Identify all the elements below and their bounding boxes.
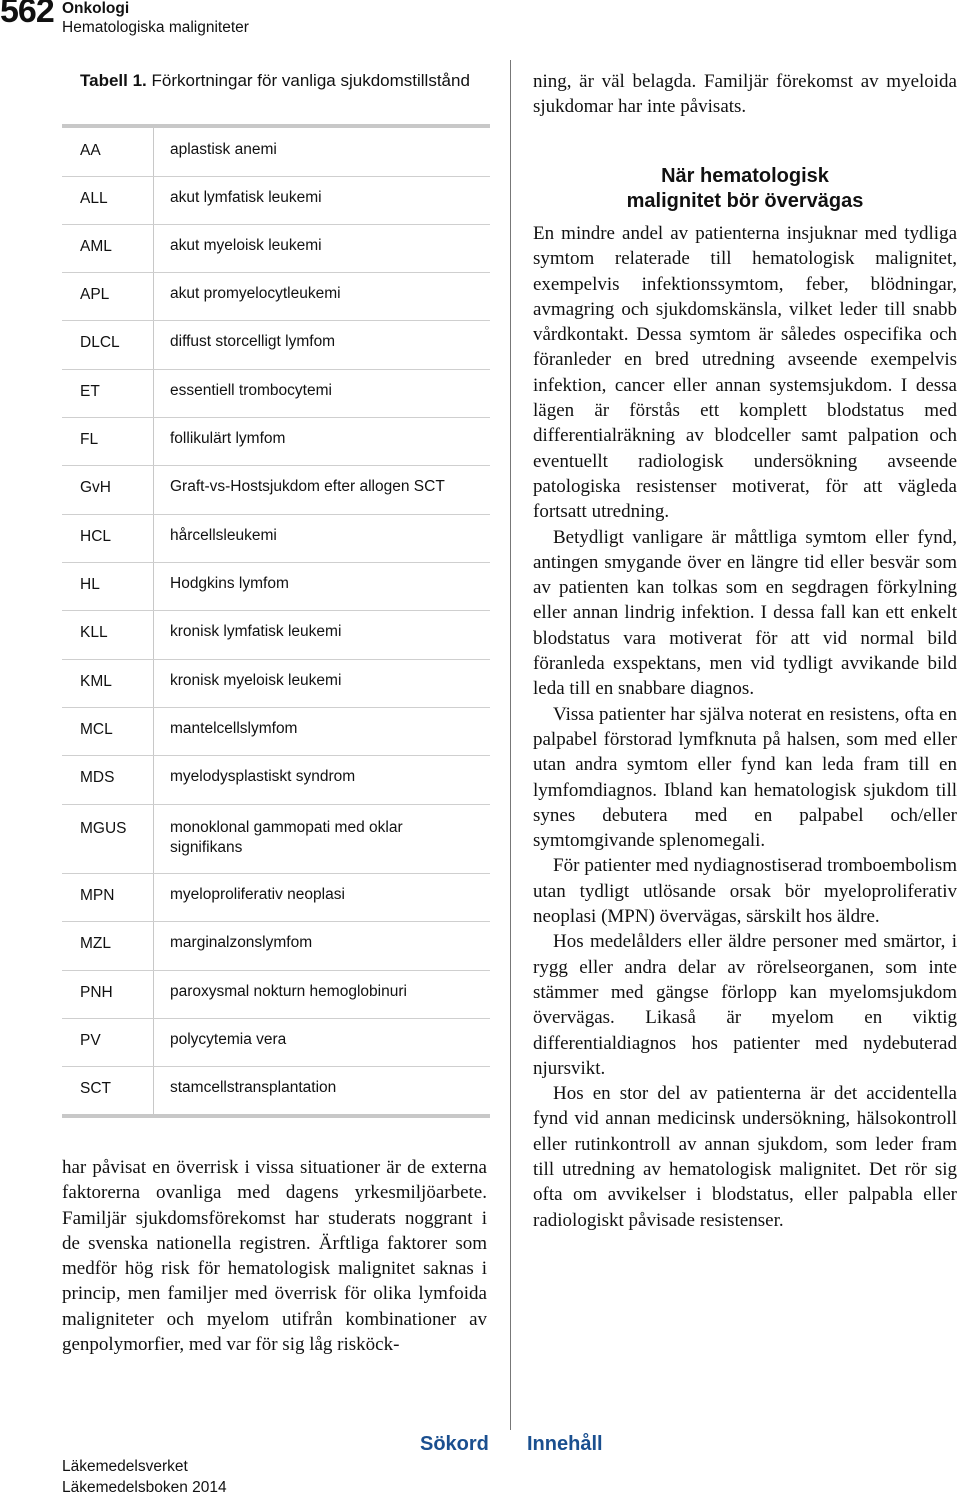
table-description: paroxysmal nokturn hemoglobinuri [170, 983, 407, 1000]
table-row-separator [62, 610, 490, 611]
continuation-paragraph: ning, är väl belagda. Familjär förekomst av myeloida sjukdomar har inte påvisats. [533, 71, 957, 118]
table-row-separator [62, 873, 490, 874]
section-heading [533, 164, 957, 214]
table-description: marginalzonslymfom [170, 934, 313, 951]
subsection-title: Hematologiska maligniteter [62, 19, 249, 36]
table-row-separator [62, 514, 490, 515]
table-abbreviation: GvH [80, 479, 111, 496]
table-top-rule [62, 124, 490, 128]
table-row-separator [62, 465, 490, 466]
table-abbreviation: HL [80, 576, 100, 593]
table-column-divider [153, 126, 154, 1116]
table-description: kronisk lymfatisk leukemi [170, 623, 342, 640]
paragraph-3: Vissa patienter har själva noterat en resistens, ofta en palpabel förstorad lymfknuta på halsen, som med eller utan andra symtom eller fynd kan leda fram till en lymfomdiagnos. Ibland kan hematologisk sjukdom till synes debutera med en palpabel och/eller symtomgivande splenomegali. [533, 703, 957, 852]
table-description: kronisk myeloisk leukemi [170, 672, 342, 689]
table-abbreviation: MDS [80, 769, 115, 786]
table-row-separator [62, 970, 490, 971]
contents-link[interactable]: Innehåll [527, 1433, 603, 1455]
table-description: akut myeloisk leukemi [170, 237, 322, 254]
table-abbreviation: AML [80, 238, 112, 255]
table-row-separator [62, 804, 490, 805]
table-row-separator [62, 921, 490, 922]
book-title: Läkemedelsboken 2014 [62, 1479, 227, 1496]
heading-line-1: När hematologisk [661, 165, 829, 187]
column-divider [510, 60, 511, 1430]
heading-line-2: malignitet bör övervägas [626, 190, 864, 212]
table-description: akut promyelocytleukemi [170, 285, 341, 302]
right-column-text [533, 221, 957, 1233]
paragraph-4: För patienter med nydiagnostiserad tromboembolism utan tydligt utlösande orsak bör myeloproliferativ neoplasi (MPN) övervägas, särskilt hos äldre. [533, 855, 957, 928]
page-number: 562 [0, 0, 54, 30]
table-caption [80, 70, 480, 92]
table-row-separator [62, 369, 490, 370]
left-paragraph: har påvisat en överrisk i vissa situationer är de externa faktorerna ovanliga med dagens yrkesmiljöarbete. Familjär sjukdomsförekomst har studerats noggrant i de svenska nationella registren. Ärftliga faktorer som medför hög risk för hematologisk malignitet saknas i princip, men familjer med överrisk för olika lymfoida maligniteter och myelom utifrån kombinationer av genpolymorfier, med var för sig låg risköck- [62, 1157, 487, 1356]
paragraph-6: Hos en stor del av patienterna är det accidentella fynd vid annan medicinsk undersökning, hälsokontroll eller rutinkontroll av annan sjukdom, som leder fram till utredning av hematologisk malignitet. Det rör sig ofta om avvikelser i blodstatus, eller palpabla eller radiologiskt påvisade resistenser. [533, 1083, 957, 1231]
table-description: Graft-vs-Hostsjukdom efter allogen SCT [170, 478, 445, 495]
table-bottom-rule [62, 1114, 490, 1118]
section-title: Onkologi [62, 0, 130, 17]
table-row-separator [62, 755, 490, 756]
table-abbreviation: AA [80, 142, 101, 159]
table-description: follikulärt lymfom [170, 430, 286, 447]
table-abbreviation: FL [80, 431, 99, 448]
table-row-separator [62, 659, 490, 660]
table-abbreviation: ET [80, 383, 100, 400]
table-abbreviation: HCL [80, 528, 112, 545]
table-description: diffust storcelligt lymfom [170, 333, 336, 350]
table-abbreviation: KLL [80, 624, 108, 641]
table-description: mantelcellslymfom [170, 720, 298, 737]
table-row-separator [62, 272, 490, 273]
table-abbreviation: DLCL [80, 334, 120, 351]
table-description: myeloproliferativ neoplasi [170, 886, 345, 903]
table-description: myelodysplastiskt syndrom [170, 768, 356, 785]
table-description: hårcellsleukemi [170, 527, 277, 544]
table-abbreviation: PNH [80, 984, 113, 1001]
table-abbreviation: PV [80, 1032, 101, 1049]
left-column-text [62, 1155, 487, 1357]
paragraph-5: Hos medelålders eller äldre personer med smärtor, i rygg eller andra delar av rörelseorganen, som inte stämmer med gängse förlopp kan myelomsjukdom övervägas. Likaså är myelom en viktig differentialdiagnos hos patienter med nydebuterad njursvikt. [533, 931, 957, 1079]
table-description: akut lymfatisk leukemi [170, 189, 322, 206]
table-description: stamcellstransplantation [170, 1079, 337, 1096]
table-description: monoklonal gammopati med oklar signifikans [170, 819, 403, 856]
table-row-separator [62, 224, 490, 225]
table-row-separator [62, 320, 490, 321]
table-row-separator [62, 417, 490, 418]
table-row-separator [62, 562, 490, 563]
table-row-separator [62, 707, 490, 708]
table-caption-label: Tabell 1. [80, 71, 147, 90]
table-description: polycytemia vera [170, 1031, 287, 1048]
table-description: essentiell trombocytemi [170, 382, 332, 399]
table-abbreviation: MZL [80, 935, 111, 952]
table-row-separator [62, 1066, 490, 1067]
table-abbreviation: KML [80, 673, 112, 690]
table-description: Hodgkins lymfom [170, 575, 289, 592]
search-terms-link[interactable]: Sökord [420, 1433, 489, 1455]
table-caption-text: Förkortningar för vanliga sjukdomstillstånd [146, 71, 470, 90]
table-abbreviation: APL [80, 286, 110, 303]
right-column-continuation [533, 69, 957, 120]
paragraph-2: Betydligt vanligare är måttliga symtom eller fynd, antingen smygande över en längre tid eller besvär som av patienten kan tolkas som en segdragen förkylning eller annan lindrig infektion. I dessa fall kan ett enkelt blodstatus vara motiverat för att vid normal bild föranleda exspektans, men vid tydligt avvikande bild leda till en snabbare diagnos. [533, 526, 957, 700]
table-abbreviation: ALL [80, 190, 108, 207]
table-description: aplastisk anemi [170, 141, 277, 158]
publisher-name: Läkemedelsverket [62, 1458, 188, 1475]
table-abbreviation: MGUS [80, 820, 127, 837]
table-row-separator [62, 1018, 490, 1019]
table-abbreviation: MPN [80, 887, 115, 904]
table-row-separator [62, 176, 490, 177]
paragraph-1: En mindre andel av patienterna insjuknar med tydliga symtom relaterade till hematologisk malignitet, exempelvis infektionssymtom, feber, blödningar, avmagring och sjukdomskänsla, vilket leder till snabb vårdkontakt. Dessa symtom är således ospecifika och föranleder en bred utredning avseende exempelvis infektion, cancer eller annan systemsjukdom. I dessa lägen är förstås ett komplett blodstatus med differentialräkning av blodceller samt palpation och eventuellt radiologisk undersökning avseende patologiska resistenser motiverat, för att vägleda fortsatt utredning. [533, 223, 957, 523]
table-abbreviation: MCL [80, 721, 113, 738]
table-abbreviation: SCT [80, 1080, 111, 1097]
